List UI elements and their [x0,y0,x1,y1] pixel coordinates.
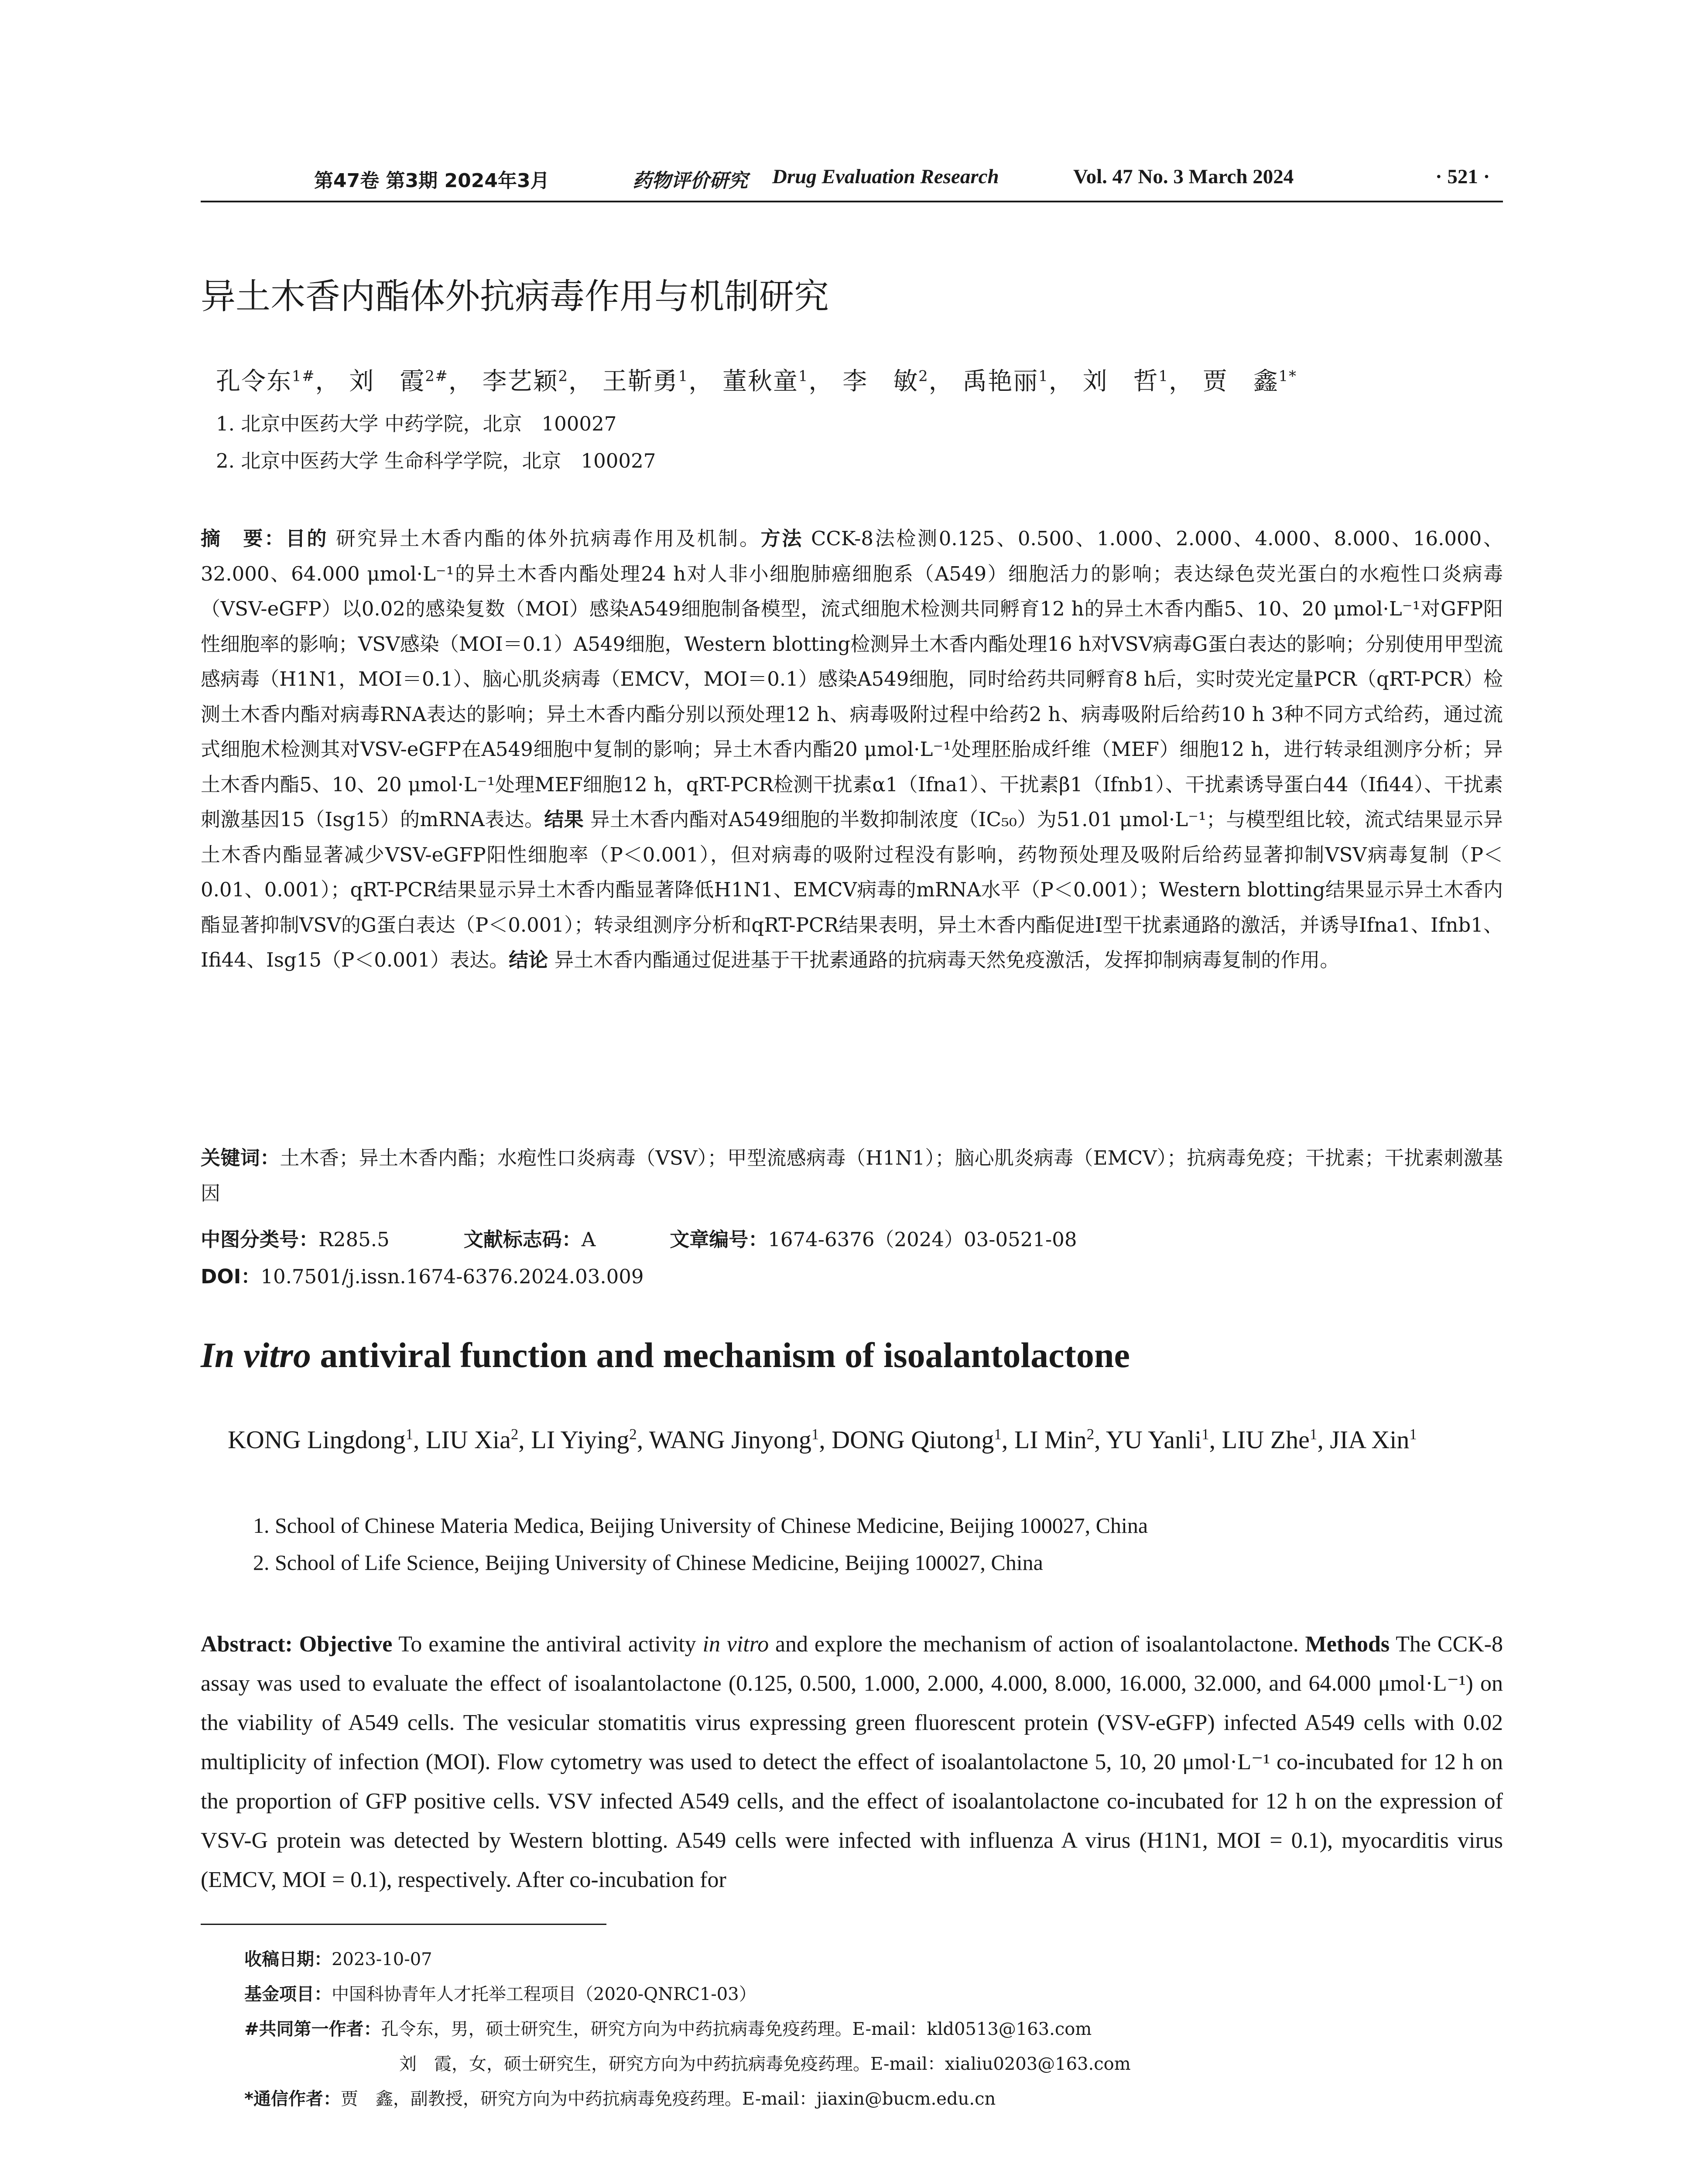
methods-label-cn: 方法 [760,527,803,550]
article-no-label: 文章编号： [670,1228,768,1251]
methods-en: The CCK-8 assay was used to evaluate the effect of isoalantolactone (0.125, 0.500, 1.000, 2.000, 4.000, 8.000, 16.000, 32.000, and 64.000 μmol·L⁻¹) on the viability of A549 cells. The vesicular stomatitis virus expressing green fluorescent protein (VSV-eGFP) infected A549 cells with 0.02 multiplicity of infection (MOI). Flow cytometry was used to detect the effect of isoalantolactone 5, 10, 20 μmol·L⁻¹ co-incubated for 12 h on the proportion of GFP positive cells. VSV infected A549 cells, and the effect of isoalantolactone co-incubated for 12 h on the expression of VSV-G protein was detected by Western blotting. A549 cells were infected with influenza A virus (H1N1, MOI = 0.1), myocarditis virus (EMCV, MOI = 0.1), respectively. After co-incubation for [201,1632,1503,1892]
article-no-value: 1674-6376（2024）03-0521-08 [768,1228,1077,1251]
objective-cn: 研究异土木香内酯的体外抗病毒作用及机制。 [328,527,761,550]
clc-label: 中图分类号： [201,1228,319,1251]
clc-value: R285.5 [318,1228,390,1251]
footnote-rule [201,1924,606,1925]
author-sup: 1 [1309,1426,1318,1443]
author-sup: 2 [510,1426,519,1443]
header-volume-en: Vol. 47 No. 3 March 2024 [1073,165,1294,188]
abstract-cn-label: 摘 要： [201,527,286,550]
author-sup: 2# [425,367,448,385]
author-sup: 1 [1201,1426,1209,1443]
author-en: LI Yiying [531,1426,630,1454]
journal-logo-cn: 药物评价研究 [633,170,748,192]
doi-line [201,1261,644,1289]
title-en-rest: antiviral function and mechanism of isoalantolactone [311,1335,1130,1375]
author-cn: 贾 鑫 [1202,367,1279,396]
author-en: LIU Xia [426,1426,511,1454]
affiliation-cn-1: 1. 北京中医药大学 中药学院，北京 100027 [216,412,617,435]
abstract-en-label: Abstract: [201,1632,293,1657]
author-sup: 1 [1409,1426,1417,1443]
footnote-first-author-2: 刘 霞，女，硕士研究生，研究方向为中药抗病毒免疫药理。E-mail：xialiu0203@163.com [399,2054,1131,2074]
author-sup: 1 [1038,367,1049,385]
author-sup: 2 [629,1426,637,1443]
objective-label-cn: 目的 [285,527,329,550]
methods-label-en: Methods [1305,1632,1390,1657]
author-cn: 刘 霞 [349,367,425,396]
keywords-label: 关键词： [201,1146,280,1169]
title-en [201,1335,1130,1376]
objective-en-a: To examine the antiviral activity [392,1632,703,1657]
conclusion-cn: 异土木香内酯通过促进基于干扰素通路的抗病毒天然免疫激活，发挥抑制病毒复制的作用。 [548,948,1340,971]
keywords-cn [201,1141,1503,1211]
results-label-cn: 结果 [544,808,584,831]
page-number: · 521 · [1435,165,1490,188]
affiliation-en-2: 2. School of Life Science, Beijing University of Chinese Medicine, Beijing 100027, China [253,1550,1043,1575]
author-en: WANG Jinyong [649,1426,811,1454]
fund-label: 基金项目： [244,1984,332,2004]
objective-label-en: Objective [299,1632,393,1657]
title-en-italic: In vitro [201,1335,311,1375]
objective-en-italic: in vitro [702,1632,769,1657]
header-rule [201,201,1503,202]
received-date: 2023-10-07 [332,1949,432,1969]
keywords-text: 土木香；异土木香内酯；水疱性口炎病毒（VSV）；甲型流感病毒（H1N1）；脑心肌炎病毒（EMCV）；抗病毒免疫；干扰素；干扰素刺激基因 [201,1146,1503,1205]
affiliation-en-1: 1. School of Chinese Materia Medica, Beijing University of Chinese Medicine, Beijing 100027, China [253,1513,1148,1538]
author-sup: 1 [798,367,809,385]
received-label: 收稿日期： [244,1949,332,1969]
author-cn: 李 敏 [842,367,919,396]
author-cn: 董秋童 [722,367,798,396]
author-sup: 2 [1086,1426,1095,1443]
author-en: LIU Zhe [1222,1426,1310,1454]
title-cn: 异土木香内酯体外抗病毒作用与机制研究 [201,276,829,317]
objective-en-b: and explore the mechanism of action of isoalantolactone. [769,1632,1305,1657]
footnote-received [244,1945,432,1970]
results-cn: 异土木香内酯对A549细胞的半数抑制浓度（IC₅₀）为51.01 μmol·L⁻¹；与模型组比较，流式结果显示异土木香内酯显著减少VSV-eGFP阳性细胞率（P＜0.001），但对病毒的吸附过程没有影响，药物预处理及吸附后给药显著抑制VSV病毒复制（P＜0.01、0.001）；qRT-PCR结果显示异土木香内酯显著降低H1N1、EMCV病毒的mRNA水平（P＜0.001）；Western blotting结果显示异土木香内酯显著抑制VSV的G蛋白表达（P＜0.001）；转录组测序分析和qRT-PCR结果表明，异土木香内酯促进I型干扰素通路的激活，并诱导Ifna1、Ifnb1、Ifi44、Isg15（P＜0.001）表达。 [201,808,1503,971]
author-cn: 李艺颖 [482,367,558,396]
author-sup: 1 [811,1426,819,1443]
author-sup: 1 [1158,367,1169,385]
abstract-en [201,1625,1503,1900]
conclusion-label-cn: 结论 [509,948,548,971]
corresponding-text: 贾 鑫，副教授，研究方向为中药抗病毒免疫药理。E-mail：jiaxin@bucm.edu.cn [340,2089,996,2109]
author-sup: 1 [994,1426,1002,1443]
corresponding-label: *通信作者： [244,2089,341,2109]
author-en: JIA Xin [1330,1426,1410,1454]
first-author-1: 孔令东，男，硕士研究生，研究方向为中药抗病毒免疫药理。E-mail：kld0513@163.com [381,2019,1092,2039]
header-journal-en: Drug Evaluation Research [772,165,999,188]
author-en: DONG Qiutong [832,1426,994,1454]
author-cn: 王靳勇 [602,367,678,396]
author-sup: 2 [558,367,568,385]
doi-value: 10.7501/j.issn.1674-6376.2024.03.009 [260,1265,644,1288]
authors-en: KONG Lingdong$^1$, LIU Xia$^2$, LI Yiying$^2$, WANG Jinyong$^1$, DONG Qiutong$^1$, LI Min$^2$, YU Yanli$^1$, LIU Zhe$^1$, JIA Xin$^1$ [228,1426,1417,1454]
running-header [201,165,1503,195]
doc-code-value: A [581,1228,596,1251]
classification-line [201,1224,1077,1252]
author-cn: 刘 哲 [1082,367,1159,396]
first-author-label: #共同第一作者： [244,2019,381,2039]
author-sup: 1 [405,1426,413,1443]
authors-cn: 孔令东$^{1\#}$， 刘 霞$^{2\#}$， 李艺颖$^2$， 王靳勇$^1$， 董秋童$^1$， 李 敏$^2$， 禹艳丽$^1$， 刘 哲$^1$， 贾 鑫$^{1*}$ [216,367,1297,396]
abstract-cn [201,521,1503,978]
footnote-fund [244,1980,756,2005]
author-cn: 孔令东 [216,367,292,396]
footnote-corresponding [244,2085,996,2110]
author-sup: 1# [292,367,315,385]
author-en: YU Yanli [1106,1426,1202,1454]
author-sup: 2 [918,367,929,385]
methods-cn: CCK-8法检测0.125、0.500、1.000、2.000、4.000、8.000、16.000、32.000、64.000 μmol·L⁻¹的异土木香内酯处理24 h对人非小细胞肺癌细胞系（A549）细胞活力的影响；表达绿色荧光蛋白的水疱性口炎病毒（VSV-eGFP）以0.02的感染复数（MOI）感染A549细胞制备模型，流式细胞术检测共同孵育12 h的异土木香内酯5、10、20 μmol·L⁻¹对GFP阳性细胞率的影响；VSV感染（MOI＝0.1）A549细胞，Western blotting检测异土木香内酯处理16 h对VSV病毒G蛋白表达的影响；分别使用甲型流感病毒（H1N1，MOI＝0.1）、脑心肌炎病毒（EMCV，MOI＝0.1）感染A549细胞，同时给药共同孵育8 h后，实时荧光定量PCR（qRT-PCR）检测土木香内酯对病毒RNA表达的影响；异土木香内酯分别以预处理12 h、病毒吸附过程中给药2 h、病毒吸附后给药10 h 3种不同方式给药，通过流式细胞术检测其对VSV-eGFP在A549细胞中复制的影响；异土木香内酯20 μmol·L⁻¹处理胚胎成纤维（MEF）细胞12 h，进行转录组测序分析；异土木香内酯5、10、20 μmol·L⁻¹处理MEF细胞12 h，qRT-PCR检测干扰素α1（Ifna1）、干扰素β1（Ifnb1）、干扰素诱导蛋白44（Ifi44）、干扰素刺激基因15（Isg15）的mRNA表达。 [201,527,1503,831]
fund-text: 中国科协青年人才托举工程项目（2020-QNRC1-03） [332,1984,756,2004]
affiliation-cn-2: 2. 北京中医药大学 生命科学学院，北京 100027 [216,449,656,472]
doc-code-label: 文献标志码： [463,1228,582,1251]
author-sup: 1 [678,367,689,385]
doi-label: DOI： [201,1265,261,1288]
author-en: LI Min [1014,1426,1087,1454]
author-cn: 禹艳丽 [962,367,1039,396]
author-sup: 1* [1278,367,1297,385]
author-en: KONG Lingdong [228,1426,406,1454]
header-volume-cn: 第47卷 第3期 2024年3月 [314,170,550,192]
footnote-first-author [244,2015,1092,2040]
